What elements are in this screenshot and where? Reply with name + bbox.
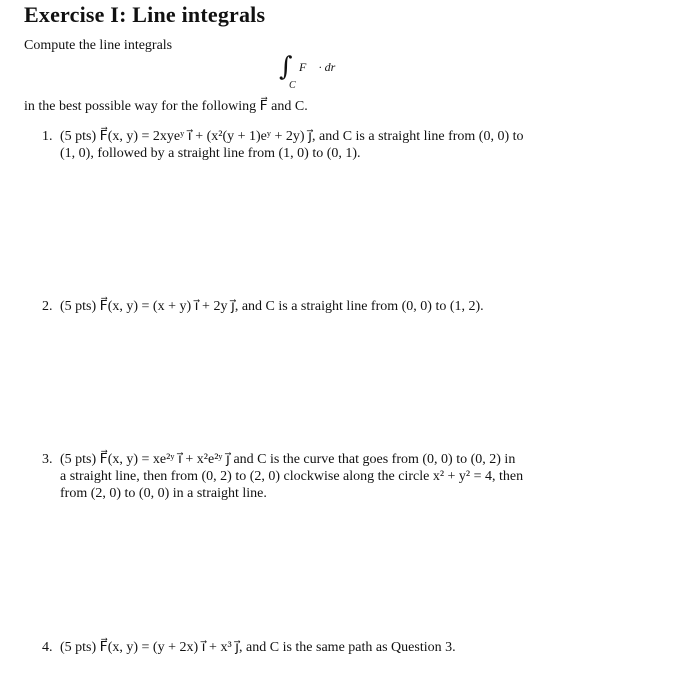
question-text-line: (5 pts) F⃗(x, y) = xe²ʸ i⃗ + x²e²ʸ j⃗ and C is the curve that goes from (0, 0) to (0, 2) in [60, 452, 516, 467]
question-3 [42, 451, 602, 502]
integral-sign: ∫ [279, 52, 293, 82]
question-2 [42, 298, 602, 315]
display-integral [279, 52, 369, 98]
question-number: 1. [42, 129, 53, 144]
question-text-line: (5 pts) F⃗(x, y) = (y + 2x) i⃗ + x³ j⃗, and C is the same path as Question 3. [60, 640, 456, 655]
question-4 [42, 639, 602, 656]
exercise-title: Exercise I: Line integrals [24, 2, 266, 27]
question-number: 2. [42, 299, 53, 314]
question-text-line: (5 pts) F⃗(x, y) = (x + y) i⃗ + 2y j⃗, and C is a straight line from (0, 0) to (1, 2). [60, 299, 484, 314]
question-number: 3. [42, 452, 53, 467]
question-text-line: (5 pts) F⃗(x, y) = 2xyeʸ i⃗ + (x²(y + 1)eʸ + 2y) j⃗, and C is a straight line from (0, 0) to [60, 129, 524, 144]
after-display-text: in the best possible way for the following F⃗ and C. [24, 99, 308, 114]
question-number: 4. [42, 640, 53, 655]
integral-subscript: C [289, 80, 296, 91]
question-text-line: from (2, 0) to (0, 0) in a straight line. [60, 486, 267, 501]
question-1 [42, 128, 602, 162]
integrand: F⃗ · dr⃗ [299, 60, 345, 74]
intro-text: Compute the line integrals [24, 38, 173, 53]
question-text-line: a straight line, then from (0, 2) to (2, 0) clockwise along the circle x² + y² = 4, then [60, 469, 524, 484]
question-text-line: (1, 0), followed by a straight line from (1, 0) to (0, 1). [60, 146, 361, 161]
